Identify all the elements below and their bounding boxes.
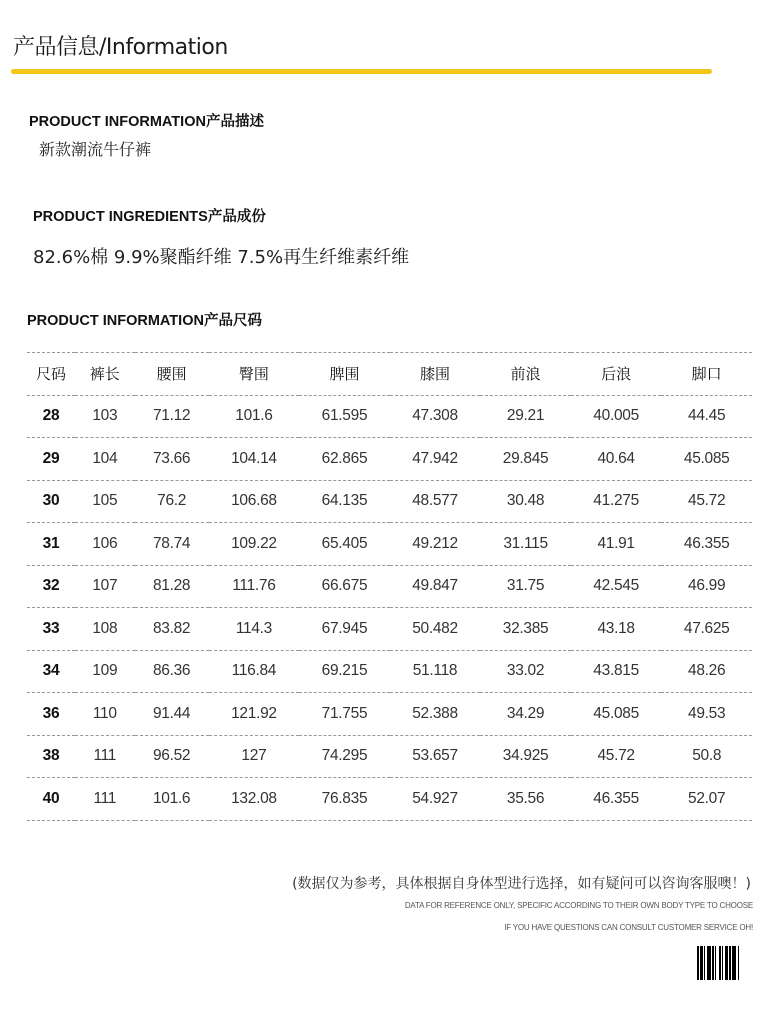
measurement-cell: 29.845	[502, 449, 549, 467]
measurement-cell: 47.625	[683, 619, 730, 637]
measurement-cell: 104	[92, 449, 118, 467]
measurement-cell: 104.14	[231, 449, 277, 467]
measurement-cell: 34.925	[502, 747, 549, 765]
measurement-cell: 127	[241, 747, 267, 765]
measurement-cell: 34.29	[506, 704, 545, 722]
measurement-cell: 61.595	[321, 407, 368, 425]
measurement-cell: 35.56	[506, 789, 545, 807]
measurement-cell: 86.36	[152, 662, 191, 680]
column-header: 前浪	[510, 365, 541, 384]
measurement-cell: 96.52	[152, 747, 191, 765]
size-cell: 40	[42, 789, 60, 807]
reference-note-cn: (数据仅为参考，具体根据自身体型进行选择，如有疑问可以咨询客服噢！)	[292, 876, 751, 892]
measurement-cell: 49.212	[412, 534, 458, 552]
measurement-cell: 121.92	[231, 704, 277, 722]
column-header: 裤长	[89, 365, 120, 384]
measurement-cell: 33.02	[506, 662, 545, 680]
ingredients-heading: PRODUCT INGREDIENTS产品成份	[33, 209, 266, 225]
table-row	[27, 735, 752, 778]
measurement-cell: 45.085	[593, 704, 639, 722]
measurement-cell: 50.8	[692, 747, 722, 765]
measurement-cell: 29.21	[506, 407, 545, 425]
measurement-cell: 46.99	[688, 577, 726, 595]
measurement-cell: 132.08	[231, 789, 277, 807]
measurement-cell: 116.84	[231, 662, 277, 680]
size-table	[27, 352, 752, 821]
measurement-cell: 47.942	[412, 449, 458, 467]
measurement-cell: 74.295	[321, 747, 368, 765]
measurement-cell: 46.355	[683, 534, 730, 552]
measurement-cell: 45.085	[683, 449, 730, 467]
size-cell: 32	[42, 577, 60, 595]
column-header: 臀围	[238, 365, 269, 384]
size-chart-heading: PRODUCT INFORMATION产品尺码	[27, 313, 262, 329]
measurement-cell: 67.945	[321, 619, 368, 637]
column-header: 尺码	[35, 365, 66, 384]
barcode-icon	[697, 946, 752, 980]
measurement-cell: 73.66	[152, 449, 191, 467]
measurement-cell: 31.75	[506, 577, 545, 595]
measurement-cell: 46.355	[593, 789, 639, 807]
measurement-cell: 110	[92, 704, 117, 722]
table-row	[27, 778, 752, 821]
table-row	[27, 650, 752, 693]
table-row	[27, 565, 752, 608]
table-row	[27, 523, 752, 566]
measurement-cell: 45.72	[688, 492, 726, 510]
column-header: 脚口	[691, 365, 722, 384]
measurement-cell: 43.815	[593, 662, 639, 680]
measurement-cell: 71.12	[152, 407, 191, 425]
measurement-cell: 111	[93, 747, 117, 765]
measurement-cell: 107	[92, 577, 118, 595]
size-cell: 29	[42, 449, 60, 467]
measurement-cell: 43.18	[597, 619, 635, 637]
measurement-cell: 49.847	[412, 577, 458, 595]
measurement-cell: 106	[92, 534, 118, 552]
table-row	[27, 608, 752, 651]
measurement-cell: 101.6	[235, 407, 273, 425]
measurement-cell: 83.82	[152, 619, 191, 637]
column-header: 膝围	[420, 365, 451, 384]
measurement-cell: 48.577	[412, 492, 458, 510]
measurement-cell: 47.308	[412, 407, 458, 425]
measurement-cell: 76.2	[157, 492, 187, 510]
measurement-cell: 64.135	[321, 492, 368, 510]
measurement-cell: 49.53	[688, 704, 726, 722]
table-row	[27, 480, 752, 523]
measurement-cell: 105	[92, 492, 118, 510]
measurement-cell: 111	[93, 789, 117, 807]
measurement-cell: 51.118	[412, 662, 458, 680]
measurement-cell: 31.115	[503, 534, 548, 552]
barcode-bar	[738, 946, 739, 980]
measurement-cell: 53.657	[412, 747, 458, 765]
description-text: 新款潮流牛仔裤	[39, 140, 152, 159]
measurement-cell: 42.545	[593, 577, 639, 595]
measurement-cell: 91.44	[152, 704, 191, 722]
column-header: 脾围	[329, 365, 360, 384]
measurement-cell: 41.91	[597, 534, 635, 552]
table-header-row	[27, 353, 752, 396]
measurement-cell: 78.74	[152, 534, 191, 552]
measurement-cell: 40.005	[593, 407, 639, 425]
measurement-cell: 109.22	[231, 534, 277, 552]
measurement-cell: 62.865	[321, 449, 368, 467]
measurement-cell: 103	[92, 407, 118, 425]
measurement-cell: 108	[92, 619, 118, 637]
table-row	[27, 693, 752, 736]
measurement-cell: 52.388	[412, 704, 458, 722]
description-heading: PRODUCT INFORMATION产品描述	[29, 114, 264, 130]
reference-note-en-1: DATA FOR REFERENCE ONLY, SPECIFIC ACCORDING TO THEIR OWN BODY TYPE TO CHOOSE	[404, 901, 753, 910]
title-underline-bar	[11, 69, 712, 74]
measurement-cell: 66.675	[321, 577, 368, 595]
measurement-cell: 106.68	[231, 492, 277, 510]
measurement-cell: 65.405	[321, 534, 368, 552]
measurement-cell: 32.385	[502, 619, 549, 637]
size-cell: 33	[42, 619, 60, 637]
measurement-cell: 45.72	[597, 747, 635, 765]
size-cell: 38	[42, 747, 60, 765]
column-header: 腰围	[156, 365, 187, 384]
reference-note-en-2: IF YOU HAVE QUESTIONS CAN CONSULT CUSTOMER SERVICE OH!	[504, 923, 753, 932]
measurement-cell: 114.3	[235, 619, 272, 637]
measurement-cell: 111.76	[232, 577, 276, 595]
measurement-cell: 44.45	[688, 407, 726, 425]
measurement-cell: 69.215	[321, 662, 368, 680]
measurement-cell: 30.48	[506, 492, 545, 510]
measurement-cell: 109	[92, 662, 118, 680]
table-row	[27, 395, 752, 438]
measurement-cell: 81.28	[152, 577, 191, 595]
measurement-cell: 41.275	[593, 492, 639, 510]
size-cell: 31	[42, 534, 60, 552]
size-cell: 30	[42, 492, 60, 510]
measurement-cell: 48.26	[688, 662, 726, 680]
size-cell: 28	[42, 407, 60, 425]
measurement-cell: 76.835	[321, 789, 368, 807]
measurement-cell: 50.482	[412, 619, 458, 637]
table-row	[27, 438, 752, 481]
measurement-cell: 54.927	[412, 789, 458, 807]
column-header: 后浪	[601, 365, 632, 384]
ingredients-text: 82.6%棉 9.9%聚酯纤维 7.5%再生纤维素纤维	[33, 247, 410, 268]
size-cell: 36	[42, 704, 60, 722]
measurement-cell: 52.07	[688, 789, 726, 807]
measurement-cell: 71.755	[321, 704, 368, 722]
measurement-cell: 40.64	[597, 449, 635, 467]
page-title: 产品信息/Information	[13, 35, 228, 60]
size-cell: 34	[42, 662, 60, 680]
measurement-cell: 101.6	[152, 789, 191, 807]
size-table-body	[27, 395, 752, 820]
